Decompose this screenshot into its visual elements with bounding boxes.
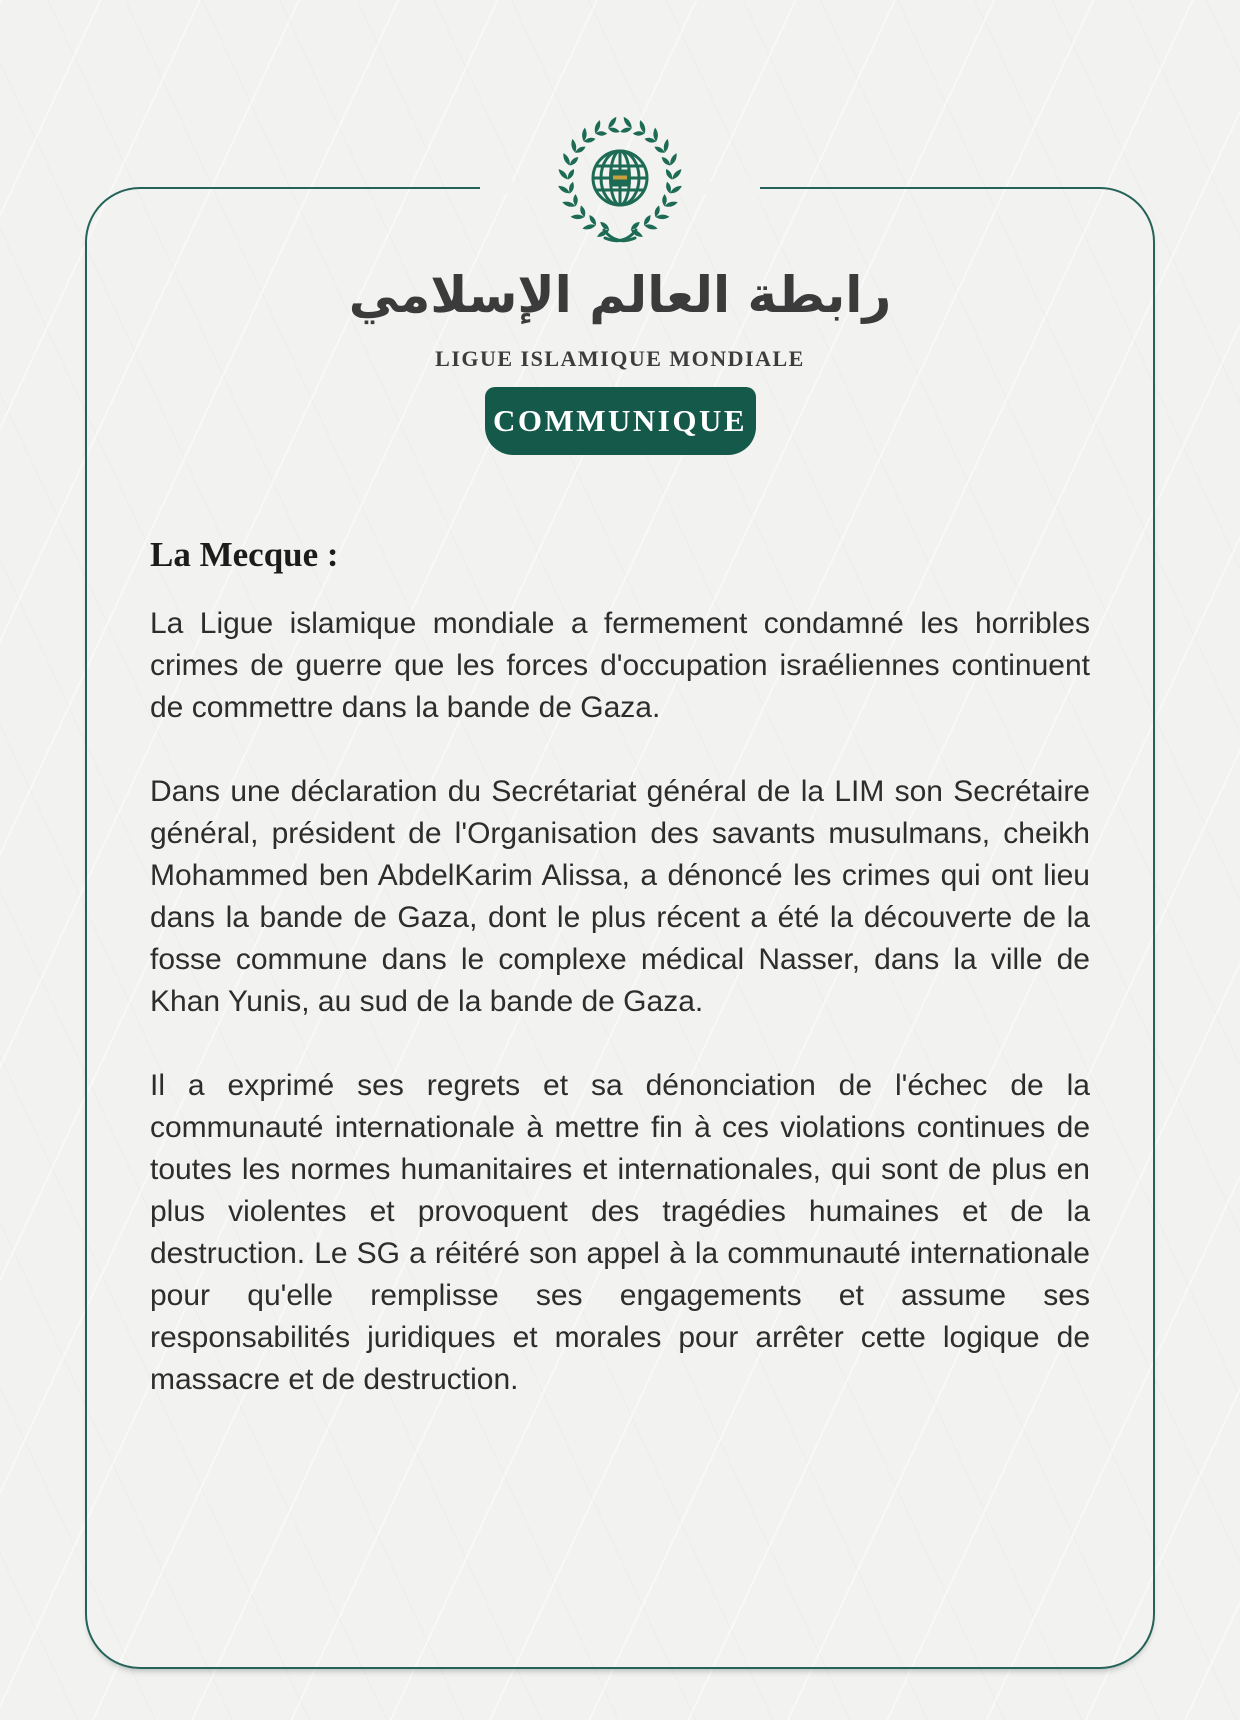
dateline: La Mecque : — [150, 535, 339, 574]
communique-badge — [485, 387, 756, 455]
paragraph-3: Il a exprimé ses regrets et sa dénonciation de l'échec de la communauté internationale à mettre fin à ces violations continues de toutes les normes humanitaires et internationales, qui sont de plus en plus violentes et provoquent des tragédies humaines et de la destruction. Le SG a réitéré son appel à la communauté internationale pour qu'elle remplisse ses engagements et assume ses responsabilités juridiques et morales pour arrêter cette logique de massacre et de destruction. — [150, 1069, 1090, 1396]
communique-body — [150, 533, 1090, 1443]
logo-block — [0, 113, 1240, 455]
mwl-emblem-icon — [550, 113, 690, 253]
paragraph-2: Dans une déclaration du Secrétariat général de la LIM son Secrétaire général, président de l'Organisation des savants musulmans, cheikh Mohammed ben AbdelKarim Alissa, a dénoncé les crimes qui ont lieu dans la bande de Gaza, dont le plus récent a été la découverte de la fosse commune dans le complexe médical Nasser, dans la ville de Khan Yunis, au sud de la bande de Gaza. — [150, 775, 1090, 1018]
arabic-calligraphy: رابطة العالم الإسلامي — [348, 266, 892, 324]
org-name: LIGUE ISLAMIQUE MONDIALE — [435, 346, 805, 371]
communique-badge-label: COMMUNIQUE — [492, 403, 748, 438]
paragraph-1: La Ligue islamique mondiale a fermement condamné les horribles crimes de guerre que les forces d'occupation israéliennes continuent de commettre dans la bande de Gaza. — [150, 607, 1090, 724]
